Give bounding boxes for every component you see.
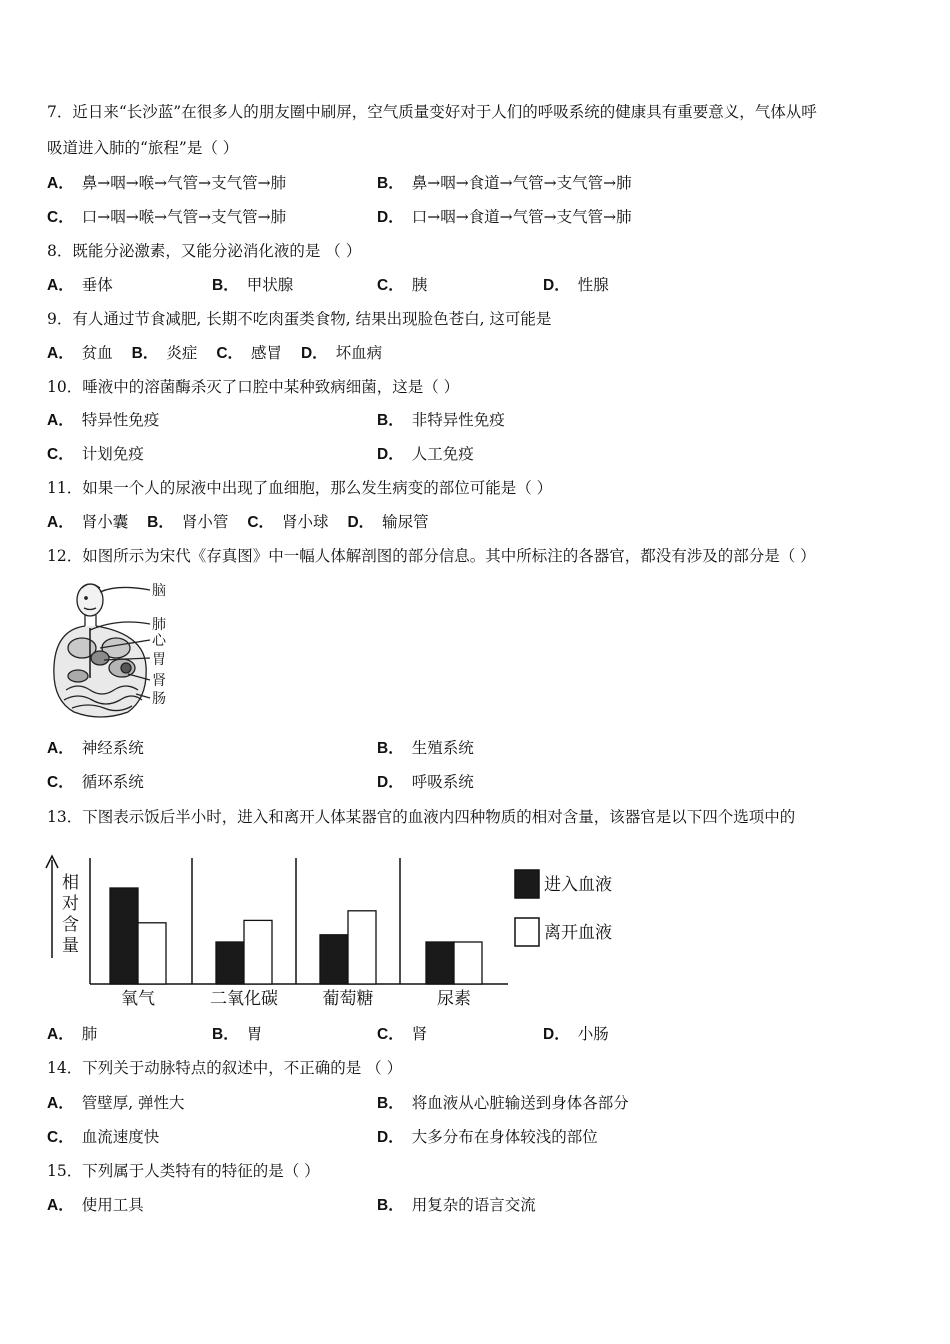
q14-option-a: A． 管壁厚, 弹性大 bbox=[47, 1094, 185, 1112]
q12-option-a: A． 神经系统 bbox=[47, 739, 144, 757]
q7-stem-line2: 吸道进入肺的“旅程”是（ ） bbox=[47, 139, 239, 157]
figure-label-heart: 心 bbox=[152, 633, 166, 649]
q13-option-b: B． 胃 bbox=[212, 1025, 263, 1043]
q13-stem: 13．下图表示饭后半小时，进入和离开人体某器官的血液内四种物质的相对含量，该器官是以下四个选项中的 bbox=[47, 808, 796, 826]
bar-out-2 bbox=[348, 911, 376, 984]
q9-stem: 9．有人通过节食减肥, 长期不吃肉蛋类食物, 结果出现脸色苍白, 这可能是 bbox=[47, 310, 552, 328]
q13-option-d: D． 小肠 bbox=[543, 1025, 609, 1043]
bar-in-2 bbox=[320, 935, 348, 984]
bar-out-3 bbox=[454, 942, 482, 984]
q8-option-a: A． 垂体 bbox=[47, 276, 113, 294]
category-label: 葡萄糖 bbox=[322, 989, 374, 1009]
legend-label: 进入血液 bbox=[544, 875, 612, 895]
category-label: 氧气 bbox=[121, 989, 155, 1009]
legend-label: 离开血液 bbox=[544, 923, 612, 943]
figure-label-lung: 肺 bbox=[152, 617, 166, 633]
q14-stem: 14．下列关于动脉特点的叙述中，不正确的是 （ ） bbox=[47, 1059, 403, 1077]
q10-option-a: A． 特异性免疫 bbox=[47, 411, 160, 429]
q11-options: A． 肾小囊 B． 肾小管 C． 肾小球 D． 输尿管 bbox=[47, 513, 429, 531]
legend-swatch bbox=[515, 918, 539, 946]
bar-in-3 bbox=[426, 942, 454, 984]
figure-label-kidney: 肾 bbox=[152, 673, 166, 689]
q14-option-b: B． 将血液从心脏输送到身体各部分 bbox=[377, 1094, 629, 1112]
y-axis-label-char: 量 bbox=[62, 936, 79, 956]
q7-option-d: D． 口→咽→食道→气管→支气管→肺 bbox=[377, 208, 632, 226]
figure-label-intestine: 肠 bbox=[152, 691, 166, 707]
q13-option-c: C． 肾 bbox=[377, 1025, 428, 1043]
y-axis-label bbox=[62, 873, 79, 956]
bar-out-1 bbox=[244, 920, 272, 984]
q12-option-c: C． 循环系统 bbox=[47, 773, 144, 791]
q14-option-c: C． 血流速度快 bbox=[47, 1128, 160, 1146]
y-axis-label-char: 对 bbox=[62, 894, 79, 914]
q10-option-d: D． 人工免疫 bbox=[377, 445, 474, 463]
q7-stem-line1: 7．近日来“长沙蓝”在很多人的朋友圈中刷屏，空气质量变好对于人们的呼吸系统的健康具有重要意义，气体从呼 bbox=[47, 103, 817, 121]
bar-chart bbox=[40, 850, 640, 1015]
q14-option-d: D． 大多分布在身体较浅的部位 bbox=[377, 1128, 598, 1146]
q15-option-a: A． 使用工具 bbox=[47, 1196, 144, 1214]
y-axis-label-char: 含 bbox=[62, 915, 79, 935]
figure-label-stomach: 胃 bbox=[152, 652, 166, 668]
q12-option-d: D． 呼吸系统 bbox=[377, 773, 474, 791]
q11-stem: 11．如果一个人的尿液中出现了血细胞，那么发生病变的部位可能是（ ） bbox=[47, 479, 553, 497]
q15-option-b: B． 用复杂的语言交流 bbox=[377, 1196, 536, 1214]
q10-stem: 10．唾液中的溶菌酶杀灭了口腔中某种致病细菌，这是（ ） bbox=[47, 378, 460, 396]
bar-out-0 bbox=[138, 923, 166, 984]
q10-option-b: B． 非特异性免疫 bbox=[377, 411, 505, 429]
q12-stem: 12．如图所示为宋代《存真图》中一幅人体解剖图的部分信息。其中所标注的各器官，都没有涉及的部分是（ ） bbox=[47, 547, 816, 565]
bar-in-1 bbox=[216, 942, 244, 984]
q8-option-c: C． 胰 bbox=[377, 276, 428, 294]
figure-label-brain: 脑 bbox=[152, 583, 166, 599]
anatomy-figure bbox=[48, 578, 178, 720]
q13-option-a: A． 肺 bbox=[47, 1025, 98, 1043]
q7-option-b: B． 鼻→咽→食道→气管→支气管→肺 bbox=[377, 174, 632, 192]
category-label: 尿素 bbox=[437, 989, 471, 1009]
q15-stem: 15．下列属于人类特有的特征的是（ ） bbox=[47, 1162, 320, 1180]
q10-option-c: C． 计划免疫 bbox=[47, 445, 144, 463]
y-axis-label-char: 相 bbox=[62, 873, 79, 893]
q8-stem: 8．既能分泌激素，又能分泌消化液的是 （ ） bbox=[47, 242, 362, 260]
bar-in-0 bbox=[110, 888, 138, 984]
q8-option-d: D． 性腺 bbox=[543, 276, 609, 294]
q9-options: A． 贫血 B． 炎症 C． 感冒 D． 坏血病 bbox=[47, 344, 383, 362]
q7-option-c: C． 口→咽→喉→气管→支气管→肺 bbox=[47, 208, 287, 226]
q12-option-b: B． 生殖系统 bbox=[377, 739, 474, 757]
legend-swatch bbox=[515, 870, 539, 898]
category-label: 二氧化碳 bbox=[210, 989, 278, 1009]
q7-option-a: A． 鼻→咽→喉→气管→支气管→肺 bbox=[47, 174, 287, 192]
q8-option-b: B． 甲状腺 bbox=[212, 276, 294, 294]
